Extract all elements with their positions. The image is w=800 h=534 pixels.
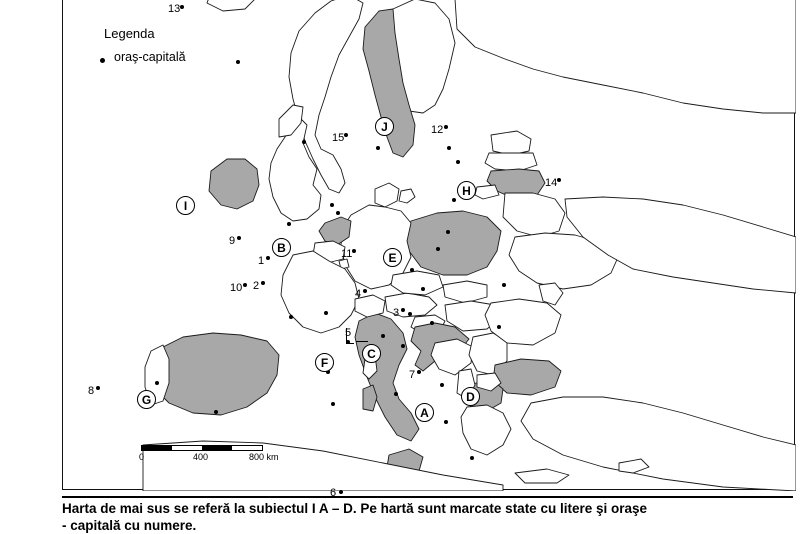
capital-city-dot-icon	[410, 268, 414, 272]
country-letter-marker-D: D	[461, 387, 480, 406]
capital-number-label-3: 3	[393, 307, 400, 319]
country-greece-south	[461, 405, 511, 455]
capital-city-dot-icon	[352, 249, 356, 253]
country-denmark-islands	[399, 189, 415, 203]
scale-bar-ticks	[141, 452, 291, 464]
country-letter-marker-F: F	[315, 353, 334, 372]
country-iceland	[207, 0, 255, 11]
capital-city-dot-icon	[344, 133, 348, 137]
country-letter-marker-J: J	[375, 117, 394, 136]
capital-city-dot-icon	[336, 211, 340, 215]
country-ireland	[209, 159, 259, 209]
country-estonia	[491, 131, 531, 155]
capital-city-dot-icon	[180, 5, 184, 9]
capital-city-dot-icon	[436, 247, 440, 251]
capital-number-label-11: 11	[341, 248, 353, 260]
capital-city-dot-icon	[417, 370, 421, 374]
capital-city-dot-icon	[421, 287, 425, 291]
water-baltic-sea	[413, 125, 493, 191]
capital-city-dot-icon	[363, 289, 367, 293]
capital-city-dot-icon	[214, 410, 218, 414]
capital-number-label-6: 6	[330, 487, 337, 498]
capital-city-dot-icon	[100, 58, 105, 63]
capital-city-dot-icon	[266, 256, 270, 260]
country-poland	[405, 211, 501, 275]
capital-city-dot-icon	[289, 315, 293, 319]
capital-city-dot-icon	[408, 312, 412, 316]
capital-city-dot-icon	[324, 311, 328, 315]
capital-number-label-14: 14	[545, 177, 558, 189]
legend	[92, 22, 222, 80]
caption-line-2: - capitală cu numere.	[62, 518, 197, 533]
capital-city-dot-icon	[376, 146, 380, 150]
caption-line-1: Harta de mai sus se referă la subiectul I A – D. Pe hartă sunt marcate state cu litere şi oraşe	[62, 501, 648, 516]
capital-city-dot-icon	[430, 321, 434, 325]
capital-city-dot-icon	[470, 456, 474, 460]
capital-city-dot-icon	[243, 283, 247, 287]
capital-city-dot-icon	[401, 344, 405, 348]
caption-divider	[62, 496, 793, 498]
capital-number-label-13: 13	[168, 3, 181, 15]
map-caption	[62, 500, 792, 534]
country-letter-marker-B: B	[272, 238, 291, 257]
capital-number-label-4: 4	[355, 288, 362, 300]
capital-city-dot-icon	[444, 125, 448, 129]
country-slovakia	[443, 281, 487, 303]
capital-number-label-10: 10	[230, 282, 243, 294]
region-russia-northwest	[455, 0, 796, 113]
legend-symbol-label: oraş-capitală	[114, 50, 186, 64]
capital-city-dot-icon	[497, 325, 501, 329]
country-letter-marker-E: E	[383, 248, 402, 267]
legend-title: Legenda	[104, 26, 155, 41]
scale-bar-graphic	[141, 445, 263, 451]
capital-city-dot-icon	[346, 340, 350, 344]
capital-city-dot-icon	[444, 420, 448, 424]
capital-number-label-5: 5	[345, 327, 352, 339]
capital-city-dot-icon	[96, 386, 100, 390]
scale-bar	[141, 445, 291, 464]
capital-city-dot-icon	[440, 383, 444, 387]
capital-city-dot-icon	[331, 402, 335, 406]
scale-tick-0: 0	[139, 452, 145, 462]
capital-number-label-8: 8	[88, 385, 95, 397]
capital-city-dot-icon	[502, 283, 506, 287]
leader-line-c	[356, 341, 368, 342]
region-kaliningrad	[475, 185, 499, 199]
country-letter-marker-G: G	[137, 390, 156, 409]
capital-city-dot-icon	[339, 490, 343, 494]
capital-number-label-1: 1	[258, 255, 265, 267]
scale-tick-400: 400	[193, 452, 209, 462]
capital-city-dot-icon	[557, 178, 561, 182]
country-letter-marker-C: C	[362, 344, 381, 363]
capital-city-dot-icon	[381, 334, 385, 338]
capital-number-label-15: 15	[332, 132, 345, 144]
capital-city-dot-icon	[452, 198, 456, 202]
capital-city-dot-icon	[401, 308, 405, 312]
country-letter-marker-I: I	[176, 196, 195, 215]
capital-city-dot-icon	[394, 392, 398, 396]
capital-number-label-7: 7	[409, 369, 416, 381]
capital-city-dot-icon	[447, 146, 451, 150]
capital-city-dot-icon	[330, 203, 334, 207]
capital-city-dot-icon	[261, 281, 265, 285]
capital-city-dot-icon	[287, 222, 291, 226]
country-denmark	[375, 183, 399, 207]
country-czechia	[391, 271, 443, 295]
capital-city-dot-icon	[456, 160, 460, 164]
capital-city-dot-icon	[237, 236, 241, 240]
scale-tick-800: 800 km	[249, 452, 279, 462]
island-crete	[515, 469, 569, 483]
capital-city-dot-icon	[236, 60, 240, 64]
capital-number-label-2: 2	[253, 280, 260, 292]
capital-city-dot-icon	[302, 140, 306, 144]
capital-number-label-9: 9	[229, 235, 236, 247]
country-belarus	[503, 193, 565, 237]
capital-number-label-12: 12	[431, 124, 444, 136]
capital-city-dot-icon	[155, 381, 159, 385]
country-letter-marker-A: A	[415, 403, 434, 422]
capital-city-dot-icon	[446, 230, 450, 234]
country-latvia	[485, 153, 537, 171]
country-letter-marker-H: H	[457, 181, 476, 200]
